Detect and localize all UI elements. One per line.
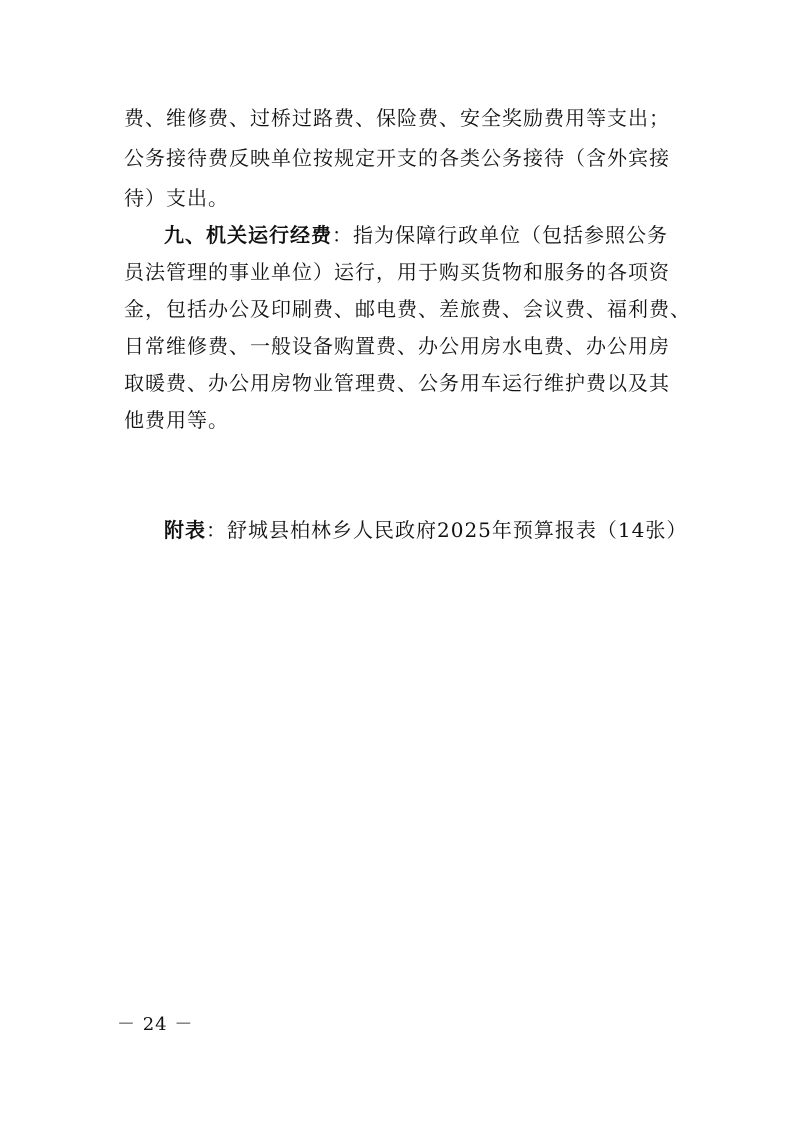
page-number: － 24 － — [117, 1014, 194, 1035]
continuation-line-2: 公务接待费反映单位按规定开支的各类公务接待（含外宾接 — [124, 146, 670, 170]
section-9-first-line — [164, 220, 684, 250]
continuation-line-3: 待）支出。 — [124, 186, 229, 210]
attachment-line — [164, 515, 688, 545]
section-9-line-3: 金，包括办公及印刷费、邮电费、差旅费、会议费、福利费、 — [124, 297, 691, 321]
section-9-line-1-text: ：指为保障行政单位（包括参照公务 — [332, 223, 668, 247]
section-9-line-2: 员法管理的事业单位）运行，用于购买货物和服务的各项资 — [124, 260, 670, 284]
section-9-line-6: 他费用等。 — [124, 408, 229, 432]
continuation-line-1: 费、维修费、过桥过路费、保险费、安全奖励费用等支出； — [124, 106, 670, 130]
attachment-text: ：舒城县柏林乡人民政府2025年预算报表（14张） — [206, 518, 688, 542]
attachment-label: 附表 — [164, 518, 206, 542]
section-9-heading: 九、机关运行经费 — [164, 223, 332, 247]
section-9-line-4: 日常维修费、一般设备购置费、办公用房水电费、办公用房 — [124, 334, 670, 358]
section-9-line-5: 取暖费、办公用房物业管理费、公务用车运行维护费以及其 — [124, 371, 670, 395]
